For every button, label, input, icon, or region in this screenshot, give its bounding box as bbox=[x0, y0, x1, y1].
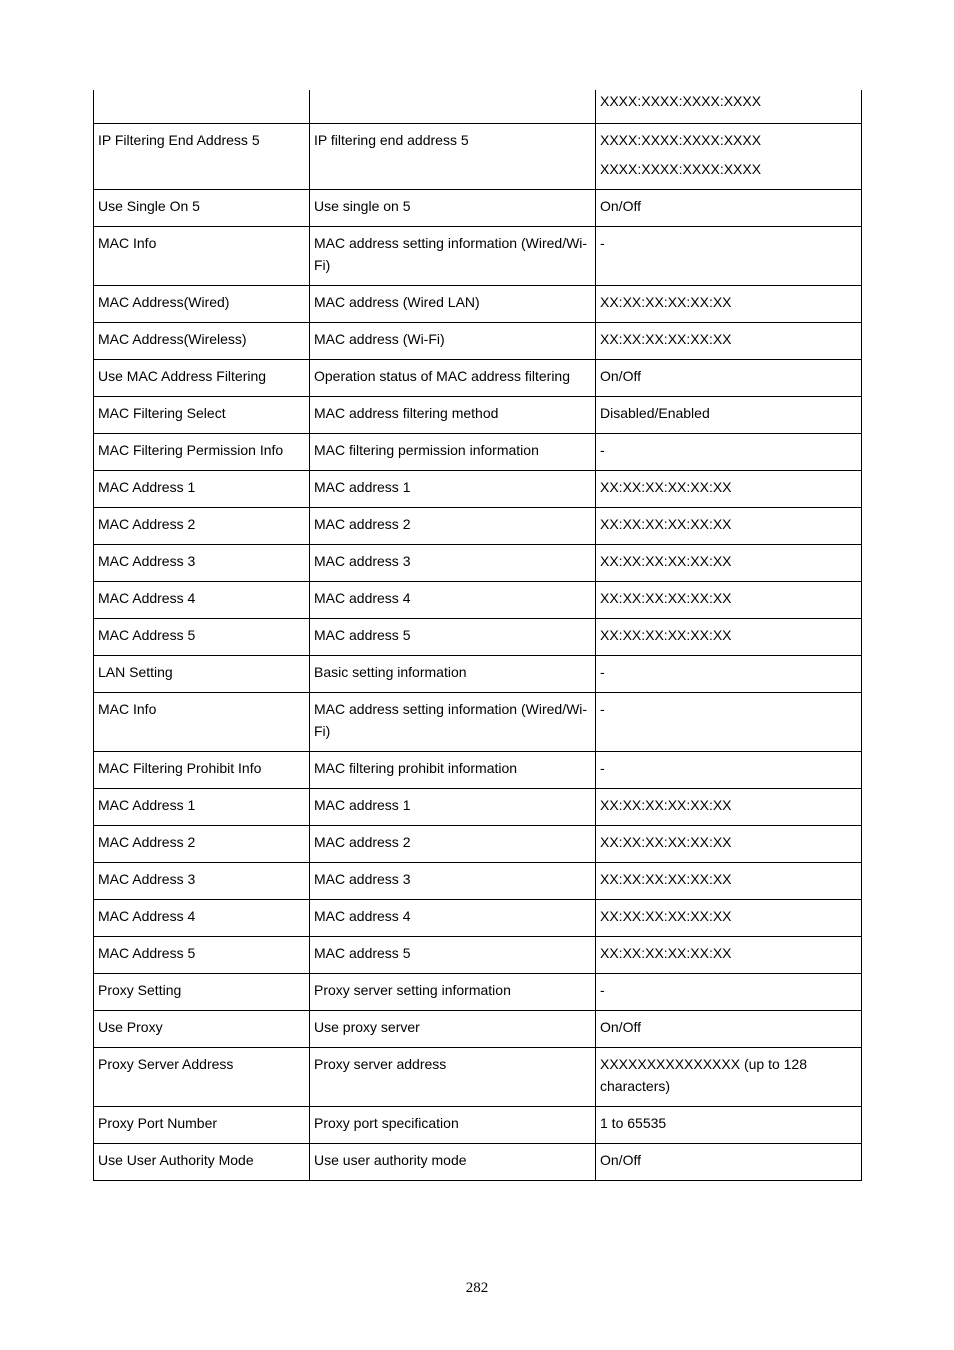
setting-value-cell bbox=[596, 124, 862, 190]
setting-value: XX:XX:XX:XX:XX:XX bbox=[600, 834, 732, 850]
setting-description-cell: MAC address (Wi-Fi) bbox=[310, 323, 596, 360]
setting-value: XX:XX:XX:XX:XX:XX bbox=[600, 908, 732, 924]
setting-value: XX:XX:XX:XX:XX:XX bbox=[600, 294, 732, 310]
setting-item-cell: MAC Address 5 bbox=[94, 619, 310, 656]
setting-description-cell: Proxy port specification bbox=[310, 1107, 596, 1144]
setting-description-cell: MAC address filtering method bbox=[310, 397, 596, 434]
setting-item-cell: MAC Address 1 bbox=[94, 789, 310, 826]
setting-item-cell: Use Proxy bbox=[94, 1011, 310, 1048]
setting-description-cell: MAC address setting information (Wired/Wi-Fi) bbox=[310, 693, 596, 752]
setting-value-cell bbox=[596, 397, 862, 434]
setting-value: XX:XX:XX:XX:XX:XX bbox=[600, 479, 732, 495]
page-number: 282 bbox=[465, 1280, 489, 1296]
setting-value: On/Off bbox=[600, 1019, 641, 1035]
setting-value-cell bbox=[596, 471, 862, 508]
setting-value: - bbox=[600, 982, 605, 998]
setting-value: XXXX:XXXX:XXXX:XXXX bbox=[600, 132, 762, 148]
table-row bbox=[94, 227, 862, 286]
setting-value-cell bbox=[596, 582, 862, 619]
setting-item-cell: MAC Address 4 bbox=[94, 900, 310, 937]
table-row bbox=[94, 190, 862, 227]
setting-value-cell bbox=[596, 752, 862, 789]
setting-value: On/Off bbox=[600, 198, 641, 214]
setting-description-cell: Operation status of MAC address filtering bbox=[310, 360, 596, 397]
setting-value-cell bbox=[596, 863, 862, 900]
setting-description-cell: MAC address 3 bbox=[310, 863, 596, 900]
setting-item-cell: Use MAC Address Filtering bbox=[94, 360, 310, 397]
setting-item-cell: Proxy Setting bbox=[94, 974, 310, 1011]
table-row bbox=[94, 545, 862, 582]
settings-table bbox=[93, 90, 862, 1181]
table-row bbox=[94, 863, 862, 900]
setting-value: XX:XX:XX:XX:XX:XX bbox=[600, 627, 732, 643]
setting-description-cell: Basic setting information bbox=[310, 656, 596, 693]
table-row bbox=[94, 1011, 862, 1048]
setting-value: XXXXXXXXXXXXXXX (up to 128 characters) bbox=[600, 1056, 808, 1094]
setting-item-cell: MAC Address 1 bbox=[94, 471, 310, 508]
setting-value-cell bbox=[596, 286, 862, 323]
setting-value-cell bbox=[596, 789, 862, 826]
continuation-description-cell bbox=[310, 90, 596, 124]
setting-value: - bbox=[600, 664, 605, 680]
setting-item-cell: Proxy Port Number bbox=[94, 1107, 310, 1144]
table-row bbox=[94, 323, 862, 360]
setting-item-cell: MAC Address 4 bbox=[94, 582, 310, 619]
setting-description-cell: MAC address 5 bbox=[310, 619, 596, 656]
setting-value: XX:XX:XX:XX:XX:XX bbox=[600, 516, 732, 532]
setting-item-cell: MAC Address 5 bbox=[94, 937, 310, 974]
setting-value-cell bbox=[596, 190, 862, 227]
setting-value: XX:XX:XX:XX:XX:XX bbox=[600, 331, 732, 347]
setting-value: - bbox=[600, 235, 605, 251]
setting-value-cell bbox=[596, 619, 862, 656]
setting-value: - bbox=[600, 701, 605, 717]
settings-table-body bbox=[94, 90, 862, 1181]
setting-description-cell: Use proxy server bbox=[310, 1011, 596, 1048]
setting-description-cell: MAC address 5 bbox=[310, 937, 596, 974]
setting-value-cell bbox=[596, 1107, 862, 1144]
table-row bbox=[94, 900, 862, 937]
continuation-value-cell: XXXX:XXXX:XXXX:XXXX bbox=[596, 90, 862, 124]
setting-value-cell bbox=[596, 693, 862, 752]
table-row bbox=[94, 656, 862, 693]
setting-item-cell: MAC Filtering Prohibit Info bbox=[94, 752, 310, 789]
table-row bbox=[94, 286, 862, 323]
setting-value: XX:XX:XX:XX:XX:XX bbox=[600, 797, 732, 813]
table-row bbox=[94, 397, 862, 434]
setting-description-cell: Proxy server address bbox=[310, 1048, 596, 1107]
setting-item-cell: Use Single On 5 bbox=[94, 190, 310, 227]
setting-description-cell: MAC address 4 bbox=[310, 582, 596, 619]
setting-value: Disabled/Enabled bbox=[600, 405, 710, 421]
setting-description-cell: Proxy server setting information bbox=[310, 974, 596, 1011]
table-row bbox=[94, 360, 862, 397]
setting-value-cell bbox=[596, 434, 862, 471]
table-row bbox=[94, 124, 862, 190]
setting-description-cell: MAC address 1 bbox=[310, 471, 596, 508]
table-row bbox=[94, 1107, 862, 1144]
setting-value-cell bbox=[596, 826, 862, 863]
setting-description-cell: Use single on 5 bbox=[310, 190, 596, 227]
table-row bbox=[94, 752, 862, 789]
setting-value-cell bbox=[596, 360, 862, 397]
table-row bbox=[94, 582, 862, 619]
setting-item-cell: MAC Filtering Permission Info bbox=[94, 434, 310, 471]
setting-value: - bbox=[600, 442, 605, 458]
setting-item-cell: MAC Address 3 bbox=[94, 863, 310, 900]
setting-value: 1 to 65535 bbox=[600, 1115, 667, 1131]
setting-value-cell bbox=[596, 1144, 862, 1181]
table-row bbox=[94, 434, 862, 471]
setting-item-cell: IP Filtering End Address 5 bbox=[94, 124, 310, 190]
setting-item-cell: MAC Info bbox=[94, 693, 310, 752]
setting-description-cell: MAC address 4 bbox=[310, 900, 596, 937]
setting-value: XX:XX:XX:XX:XX:XX bbox=[600, 553, 732, 569]
setting-item-cell: LAN Setting bbox=[94, 656, 310, 693]
setting-item-cell: MAC Address(Wireless) bbox=[94, 323, 310, 360]
setting-value-cell bbox=[596, 900, 862, 937]
table-row bbox=[94, 471, 862, 508]
table-row bbox=[94, 789, 862, 826]
table-row bbox=[94, 974, 862, 1011]
setting-description-cell: MAC address 2 bbox=[310, 826, 596, 863]
setting-description-cell: MAC address 1 bbox=[310, 789, 596, 826]
continuation-item-cell bbox=[94, 90, 310, 124]
setting-item-cell: Use User Authority Mode bbox=[94, 1144, 310, 1181]
setting-value: On/Off bbox=[600, 368, 641, 384]
setting-description-cell: MAC address 2 bbox=[310, 508, 596, 545]
setting-item-cell: MAC Filtering Select bbox=[94, 397, 310, 434]
setting-item-cell: MAC Address(Wired) bbox=[94, 286, 310, 323]
setting-description-cell: MAC filtering prohibit information bbox=[310, 752, 596, 789]
setting-description-cell: Use user authority mode bbox=[310, 1144, 596, 1181]
continuation-row bbox=[94, 90, 862, 124]
setting-value: XXXX:XXXX:XXXX:XXXX bbox=[600, 161, 762, 177]
setting-value: On/Off bbox=[600, 1152, 641, 1168]
table-row bbox=[94, 937, 862, 974]
setting-description-cell: IP filtering end address 5 bbox=[310, 124, 596, 190]
setting-value: XX:XX:XX:XX:XX:XX bbox=[600, 590, 732, 606]
setting-description-cell: MAC filtering permission information bbox=[310, 434, 596, 471]
setting-item-cell: MAC Address 3 bbox=[94, 545, 310, 582]
table-row bbox=[94, 693, 862, 752]
table-row bbox=[94, 508, 862, 545]
setting-value-cell bbox=[596, 323, 862, 360]
table-row bbox=[94, 1144, 862, 1181]
setting-value: XX:XX:XX:XX:XX:XX bbox=[600, 945, 732, 961]
setting-item-cell: MAC Address 2 bbox=[94, 508, 310, 545]
setting-value: XX:XX:XX:XX:XX:XX bbox=[600, 871, 732, 887]
setting-description-cell: MAC address setting information (Wired/Wi-Fi) bbox=[310, 227, 596, 286]
setting-value-cell bbox=[596, 656, 862, 693]
setting-value-cell bbox=[596, 508, 862, 545]
setting-item-cell: MAC Address 2 bbox=[94, 826, 310, 863]
setting-value-cell bbox=[596, 974, 862, 1011]
setting-value-cell bbox=[596, 227, 862, 286]
setting-value-cell bbox=[596, 937, 862, 974]
setting-value-cell bbox=[596, 1011, 862, 1048]
setting-item-cell: Proxy Server Address bbox=[94, 1048, 310, 1107]
setting-description-cell: MAC address (Wired LAN) bbox=[310, 286, 596, 323]
setting-description-cell: MAC address 3 bbox=[310, 545, 596, 582]
table-row bbox=[94, 619, 862, 656]
setting-value-cell bbox=[596, 1048, 862, 1107]
setting-value: - bbox=[600, 760, 605, 776]
setting-item-cell: MAC Info bbox=[94, 227, 310, 286]
table-row bbox=[94, 1048, 862, 1107]
setting-value-cell bbox=[596, 545, 862, 582]
table-row bbox=[94, 826, 862, 863]
